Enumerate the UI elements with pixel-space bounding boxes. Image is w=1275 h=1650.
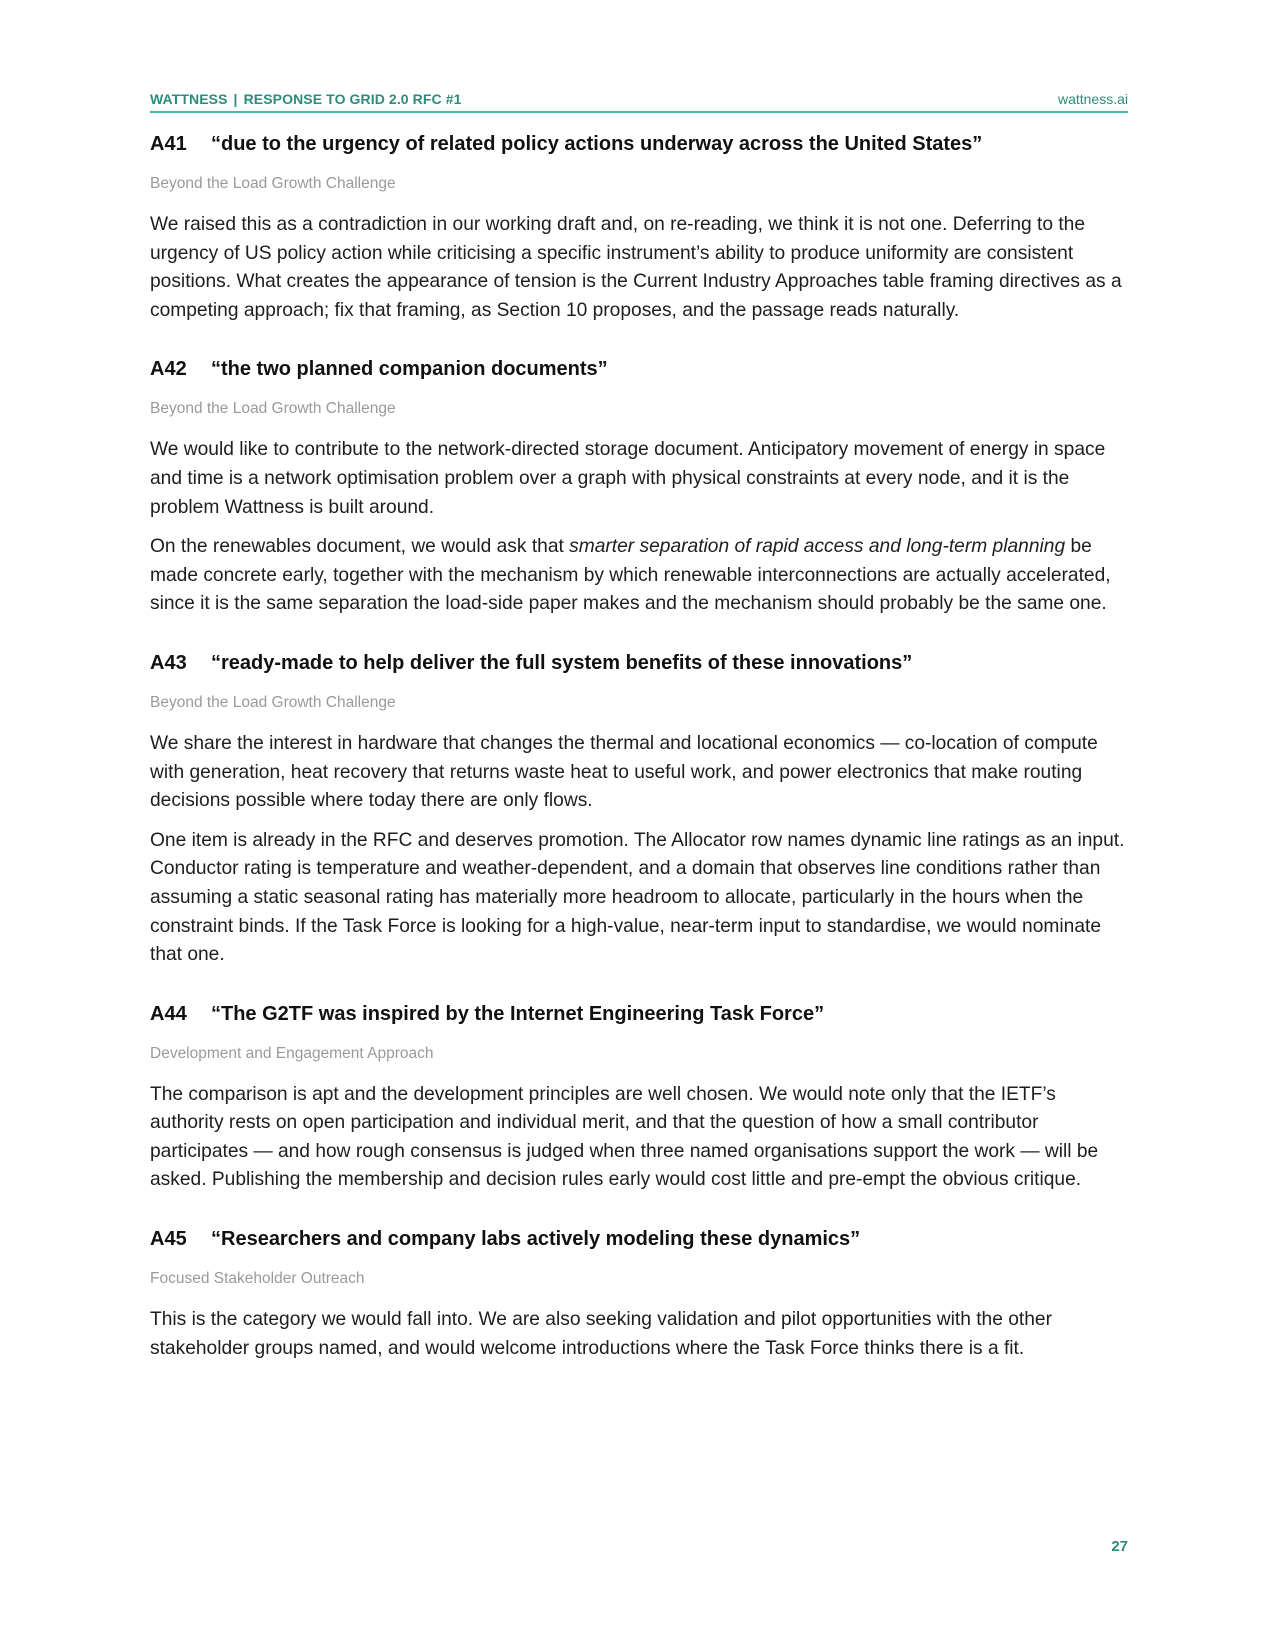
section-number: A41 bbox=[150, 133, 187, 155]
paragraph-text: On the renewables document, we would ask that bbox=[150, 536, 570, 558]
section-heading bbox=[150, 131, 1128, 157]
section-category: Beyond the Load Growth Challenge bbox=[150, 400, 396, 418]
section-number: A42 bbox=[150, 358, 187, 381]
section-quote: “The G2TF was inspired by the Internet Engineering Task Force” bbox=[211, 1002, 825, 1025]
header-brand: WATTNESS bbox=[150, 91, 228, 107]
section-heading bbox=[150, 650, 1128, 676]
section-heading bbox=[150, 1001, 1128, 1027]
paragraph-text: be made concrete early, together with the mechanism by which renewable interconnections are actually accelerated, since it is the same separation the load-side paper makes and the mechanism should probably be the same one. bbox=[150, 536, 1111, 615]
section-a43 bbox=[150, 650, 1128, 970]
section-heading bbox=[150, 356, 1128, 382]
header-site-link[interactable]: wattness.ai bbox=[1057, 91, 1128, 107]
section-a42 bbox=[150, 356, 1128, 619]
section-a44 bbox=[150, 1001, 1128, 1195]
header-doc-title: RESPONSE TO GRID 2.0 RFC #1 bbox=[243, 91, 462, 107]
section-quote: “the two planned companion documents” bbox=[211, 358, 608, 381]
section-number: A43 bbox=[150, 651, 187, 674]
section-paragraph: This is the category we would fall into. We are also seeking validation and pilot opportunities with the other stakeholder groups named, and would welcome introductions where the Task Force thinks there is a fit. bbox=[150, 1309, 1052, 1359]
emphasized-text: smarter separation of rapid access and long-term planning bbox=[569, 536, 1066, 558]
page-number: 27 bbox=[1111, 1538, 1128, 1555]
section-number: A44 bbox=[150, 1002, 187, 1025]
section-paragraph bbox=[150, 533, 1128, 619]
page-content bbox=[150, 131, 1128, 1394]
section-category: Focused Stakeholder Outreach bbox=[150, 1270, 365, 1288]
section-category: Beyond the Load Growth Challenge bbox=[150, 175, 396, 192]
section-quote: “due to the urgency of related policy actions underway across the United States” bbox=[211, 133, 983, 155]
section-paragraph: We would like to contribute to the network-directed storage document. Anticipatory movement of energy in space and time is a network optimisation problem over a graph with physical constraints at every node, and it is the problem Wattness is built around. bbox=[150, 439, 1106, 518]
section-number: A45 bbox=[150, 1228, 187, 1251]
header-title bbox=[150, 91, 462, 107]
section-paragraph: One item is already in the RFC and deserves promotion. The Allocator row names dynamic line ratings as an input. Conductor rating is temperature and weather-dependent, and a domain that observes line conditions rather than assuming a static seasonal rating has materially more headroom to allocate, particularly in the hours when the constraint binds. If the Task Force is looking for a high-value, near-term input to standardise, we would nominate that one. bbox=[150, 829, 1125, 966]
section-a45 bbox=[150, 1226, 1128, 1363]
section-quote: “Researchers and company labs actively modeling these dynamics” bbox=[211, 1228, 861, 1251]
section-category: Beyond the Load Growth Challenge bbox=[150, 693, 396, 711]
section-quote: “ready-made to help deliver the full system benefits of these innovations” bbox=[211, 651, 913, 674]
section-paragraph: We raised this as a contradiction in our working draft and, on re-reading, we think it is not one. Deferring to the urgency of US policy action while criticising a specific instrument’s ability to produce uniformity are consistent positions. What creates the appearance of tension is the Current Industry Approaches table framing directives as a competing approach; fix that framing, as Section 10 proposes, and the passage reads naturally. bbox=[150, 214, 1122, 321]
section-a41 bbox=[150, 131, 1128, 325]
section-heading bbox=[150, 1226, 1128, 1252]
running-header bbox=[150, 91, 1128, 113]
section-paragraph: We share the interest in hardware that changes the thermal and locational economics — co-location of compute with generation, heat recovery that returns waste heat to useful work, and power electronics that make routing decisions possible where today there are only flows. bbox=[150, 732, 1098, 812]
section-paragraph: The comparison is apt and the development principles are well chosen. We would note only that the IETF’s authority rests on open participation and individual merit, and that the question of how a small contributor participates — and how rough consensus is judged when three named organisations support the work — will be asked. Publishing the membership and decision rules early would cost little and pre-empt the obvious critique. bbox=[150, 1083, 1099, 1191]
section-category: Development and Engagement Approach bbox=[150, 1044, 434, 1062]
header-separator: | bbox=[233, 91, 238, 107]
